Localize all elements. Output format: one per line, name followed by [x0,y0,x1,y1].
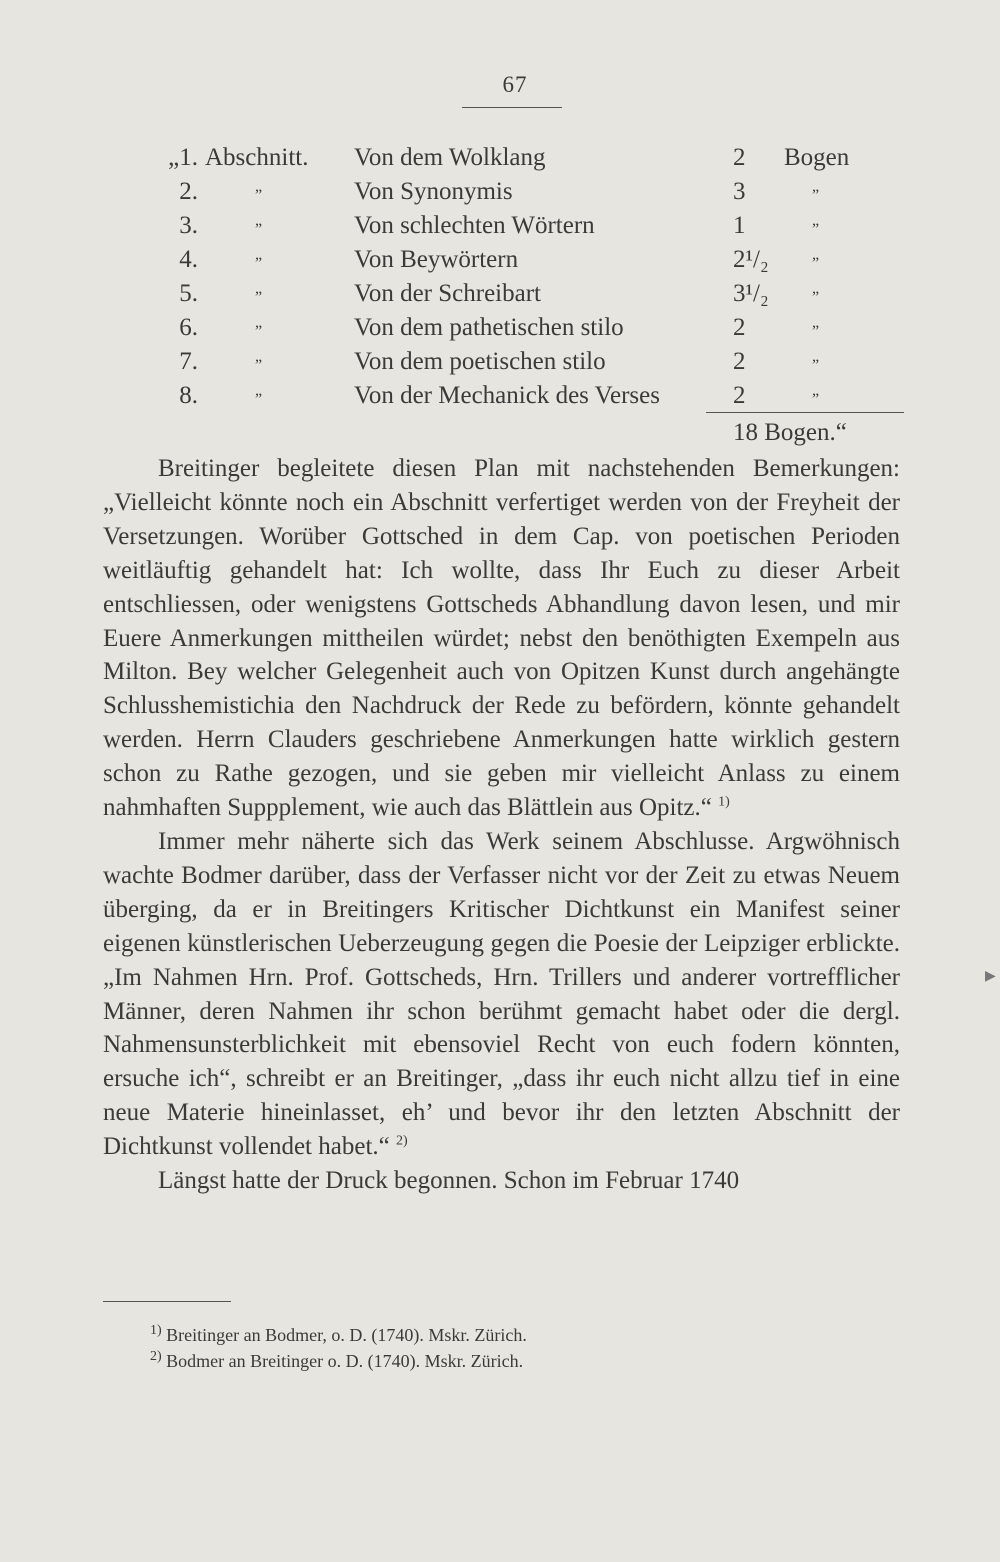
section-title: Von der Mechanick des Verses [354,382,660,409]
ditto-mark: „ [255,382,263,399]
ditto-mark: „ [812,280,820,297]
chapter-plan-row [0,348,1000,382]
footnote: $^{1)}$ Breitinger an Bodmer, o. D. (1740). Mskr. Zürich. [150,1323,527,1345]
section-title: Von Synonymis [354,178,513,205]
chapter-plan-row [0,246,1000,280]
ditto-mark: „ [812,212,820,229]
paragraph: Breitinger begleitete diesen Plan mit nachstehenden Bemerkungen: „Vielleicht könnte noch ein Abschnitt verfertiget werden von der Freyheit der Versetzungen. Worüber Gottsched in dem Cap. von poetischen Perioden weitläuftig gehandelt hat: Ich wollte, dass Ihr Euch zu dieser Arbeit entschliessen, oder wenigstens Gottscheds Abhandlung davon lesen, und mir Euere Anmerkungen mittheilen würdet; nebst den benöthigten Exempeln aus Milton. Bey welcher Gelegenheit auch von Opitzen Kunst durch angehängte Schlusshemistichia den Nachdruck der Rede zu befördern, könnte gehandelt werden. Herrn Clauders geschriebene Anmerkungen hatte wirklich gestern schon zu Rathe gezogen, und sie geben mir vielleicht Anlass zu einem nahmhaften Suppplement, wie auch das Blättlein aus Opitz.“ $^{1)}$ [103,455,900,822]
paragraph: Immer mehr näherte sich das Werk seinem Abschlusse. Argwöhnisch wachte Bodmer darüber, dass der Verfasser nicht vor der Zeit zu etwas Neuem überging, da er in Breitingers Kritischer Dichtkunst ein Manifest seiner eigenen künstlerischen Ueberzeugung gegen die Poesie der Leipziger erblickte. „Im Nahmen Hrn. Prof. Gottscheds, Hrn. Trillers und anderer vortrefflicher Männer, deren Nahmen ihr schon berühmt gemacht habet oder die dergl. Nahmensunsterblichkeit mit ebensoviel Recht von euch fodern könnten, ersuche ich“, schreibt er an Breitinger, „dass ihr euch nicht allzu tief in eine neue Materie hineinlasset, eh’ und bevor ihr den letzten Abschnitt der Dichtkunst vollendet habet.“ $^{2)}$ [103,827,900,1161]
sum-rule [706,412,904,413]
sheet-count: 3¹/₂ [733,280,769,307]
sheet-unit: Bogen [784,144,850,171]
ditto-mark: „ [812,314,820,331]
sheet-count: 2 [733,144,746,171]
sheet-count: 2 [733,382,746,409]
section-title: Von dem pathetischen stilo [354,314,624,341]
section-title: Von schlechten Wörtern [354,212,595,239]
sheet-count: 1 [733,212,746,239]
ditto-mark: „ [812,246,820,263]
section-number: „1. [168,144,198,171]
section-number: 8. [179,382,198,409]
sum-total: 18 Bogen.“ [733,419,847,446]
sheet-count: 2¹/₂ [733,246,769,273]
ditto-mark: „ [255,280,263,297]
ditto-mark: „ [812,348,820,365]
footnote-rule [103,1301,231,1302]
paragraph: Längst hatte der Druck begonnen. Schon im Februar 1740 [158,1167,740,1195]
chapter-plan-row [0,144,1000,178]
ditto-mark: „ [255,348,263,365]
ditto-mark: „ [812,178,820,195]
ditto-mark: „ [255,314,263,331]
section-title: Von dem Wolklang [354,144,546,171]
section-title: Von dem poetischen stilo [354,348,606,375]
sheet-count: 2 [733,314,746,341]
sheet-count: 2 [733,348,746,375]
ditto-mark: „ [255,212,263,229]
section-number: 7. [179,348,198,375]
page-number: 67 [502,72,528,97]
chapter-plan-row [0,212,1000,246]
chapter-plan-row [0,314,1000,348]
section-number: 2. [179,178,198,205]
page-number-rule [462,107,562,108]
section-number: 3. [179,212,198,239]
section-number: 4. [179,246,198,273]
section-title: Von Beywörtern [354,246,519,273]
section-title: Von der Schreibart [354,280,541,307]
chapter-plan-row [0,178,1000,212]
footnote: $^{2)}$ Bodmer an Breitinger o. D. (1740). Mskr. Zürich. [150,1349,524,1371]
section-unit: Abschnitt. [205,144,309,171]
footnotes [150,1322,527,1374]
ditto-mark: „ [255,246,263,263]
margin-mark-icon: ▶ [985,969,996,984]
section-number: 5. [179,280,198,307]
ditto-mark: „ [255,178,263,195]
chapter-plan-row [0,280,1000,314]
footnote-ref: 2) [395,1133,408,1149]
sheet-count: 3 [733,178,746,205]
chapter-plan-row [0,382,1000,416]
body-text [103,452,900,1198]
ditto-mark: „ [812,382,820,399]
footnote-ref: 1) [718,794,730,810]
section-number: 6. [179,314,198,341]
